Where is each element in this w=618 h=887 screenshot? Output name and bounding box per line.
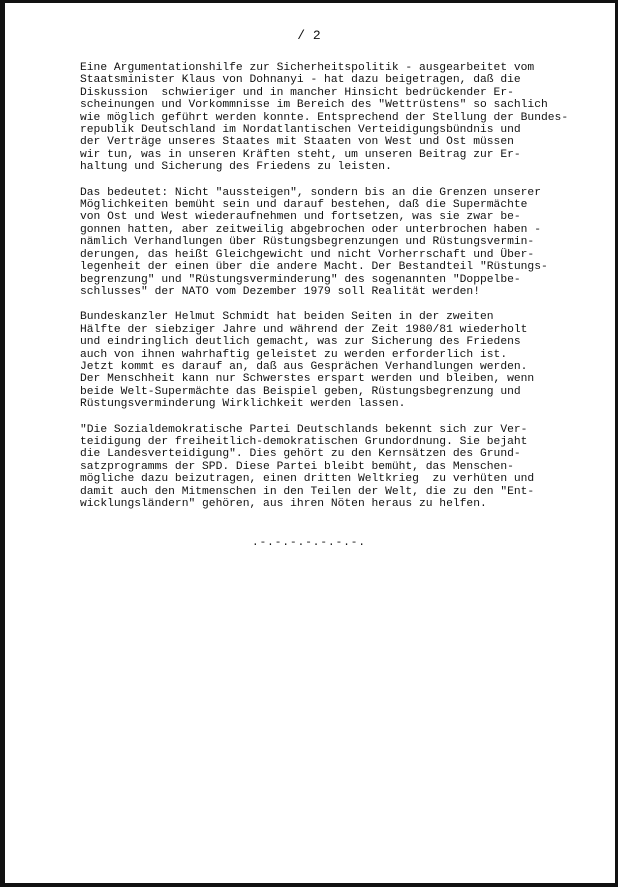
text-line: nämlich Verhandlungen über Rüstungsbegrenzungen und Rüstungsvermin-: [80, 236, 535, 249]
text-line: Rüstungsverminderung Wirklichkeit werden lassen.: [80, 398, 406, 411]
text-line: derungen, das heißt Gleichgewicht und nicht Vorherrschaft und Über-: [80, 248, 535, 261]
section-separator: .-.-.-.-.-.-.-.: [251, 537, 367, 549]
text-line: die Landesverteidigung". Dies gehört zu den Kernsätzen des Grund-: [80, 448, 521, 461]
text-line: legenheit der einen über die andere Macht. Der Bestandteil "Rüstungs-: [80, 261, 548, 274]
text-line: Jetzt kommt es darauf an, daß aus Gesprächen Verhandlungen werden.: [80, 360, 528, 373]
text-line: satzprogramms der SPD. Diese Partei bleibt bemüht, das Menschen-: [80, 460, 514, 473]
paragraph: [80, 187, 600, 299]
document-body: [80, 62, 600, 523]
text-line: Das bedeutet: Nicht "aussteigen", sondern bis an die Grenzen unserer: [80, 186, 541, 199]
text-line: damit auch den Mitmenschen in den Teilen der Welt, die zu den "Ent-: [80, 485, 535, 498]
text-line: schlusses" der NATO vom Dezember 1979 soll Realität werden!: [80, 285, 480, 298]
text-line: haltung und Sicherung des Friedens zu leisten.: [80, 161, 392, 174]
text-line: beide Welt-Supermächte das Beispiel geben, Rüstungsbegrenzung und: [80, 385, 521, 398]
text-line: wir tun, was in unseren Kräften steht, um unseren Beitrag zur Er-: [80, 148, 521, 161]
text-line: Diskussion schwieriger und in mancher Hinsicht bedrückender Er-: [80, 86, 514, 99]
paragraph: [80, 311, 600, 410]
text-line: "Die Sozialdemokratische Partei Deutschlands bekennt sich zur Ver-: [80, 423, 528, 436]
text-line: auch von ihnen wahrhaftig geleistet zu werden erforderlich ist.: [80, 348, 508, 361]
text-line: Der Menschheit kann nur Schwerstes erspart werden und bleiben, wenn: [80, 373, 535, 386]
text-line: Staatsminister Klaus von Dohnanyi - hat dazu beigetragen, daß die: [80, 74, 521, 87]
text-line: wicklungsländern" gehören, aus ihren Nöten heraus zu helfen.: [80, 498, 487, 510]
paragraph: [80, 424, 600, 511]
text-line: Hälfte der siebziger Jahre und während der Zeit 1980/81 wiederholt: [80, 323, 528, 336]
text-line: begrenzung" und "Rüstungsverminderung" des sogenannten "Doppelbe-: [80, 273, 521, 286]
text-line: gonnen hatten, aber zeitweilig abgebrochen oder unterbrochen haben -: [80, 223, 541, 236]
text-line: mögliche dazu beizutragen, einen dritten Weltkrieg zu verhüten und: [80, 473, 535, 486]
text-line: republik Deutschland im Nordatlantischen Verteidigungsbündnis und: [80, 124, 521, 137]
text-line: Eine Argumentationshilfe zur Sicherheitspolitik - ausgearbeitet vom: [80, 62, 535, 74]
text-line: der Verträge unseres Staates mit Staaten von West und Ost müssen: [80, 136, 514, 149]
text-line: scheinungen und Vorkommnisse im Bereich des "Wettrüstens" so sachlich: [80, 99, 548, 112]
text-line: Bundeskanzler Helmut Schmidt hat beiden Seiten in der zweiten: [80, 311, 494, 324]
text-line: Möglichkeiten bemüht sein und darauf bestehen, daß die Supermächte: [80, 199, 528, 212]
page-number: / 2: [297, 28, 321, 43]
text-line: teidigung der freiheitlich-demokratischen Grundordnung. Sie bejaht: [80, 435, 528, 448]
paragraph: [80, 62, 600, 174]
text-line: von Ost und West wiederaufnehmen und fortsetzen, was sie zwar be-: [80, 211, 521, 224]
text-line: und eindringlich deutlich gemacht, was zur Sicherung des Friedens: [80, 336, 521, 349]
text-line: wie möglich geführt werden konnte. Entsprechend der Stellung der Bundes-: [80, 111, 569, 124]
